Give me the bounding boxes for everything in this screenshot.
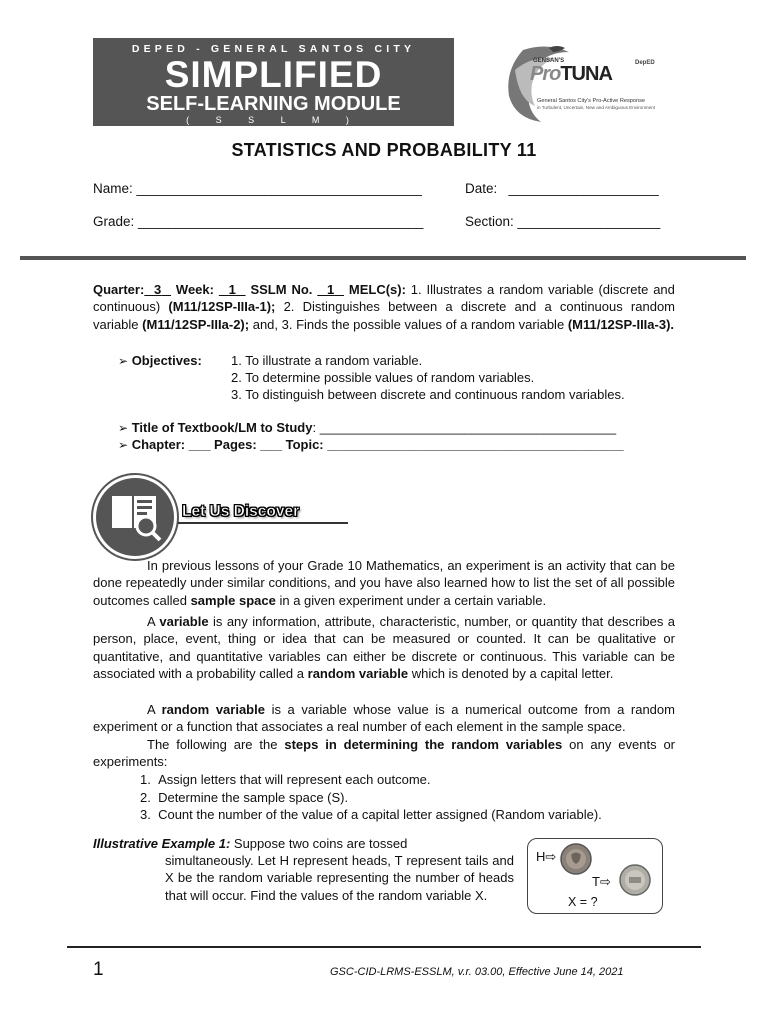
melc-code-3: (M11/12SP-IIIa-3). [567, 316, 675, 332]
p2-end: which is denoted by a capital letter. [411, 665, 614, 681]
p3-text: is a variable whose value is a numerical outcome from a random experiment or a function that associates a real number of each element in the sample space. [93, 702, 675, 735]
objectives-heading: Objectives: [131, 353, 202, 368]
objectives-label [118, 352, 202, 370]
paragraph-2 [93, 613, 675, 682]
p2-text: is any information, attribute, characteristic, number, or quantity that describes a person, place, event, thing or idea that can be measured or counted. It can be qualitative or quantitative, and quantitative variables can either be discrete or continuous. This variable can be associated with a probability called a [93, 614, 675, 681]
heads-coin-icon [558, 842, 594, 876]
logo-pro: Pro [530, 63, 561, 85]
p1-end: in a given experiment under a certain variable. [279, 592, 547, 608]
list-item: 2. Determine the sample space (S). [140, 790, 349, 805]
banner-module: SELF-LEARNING MODULE [146, 93, 401, 115]
week-value: 1 [228, 282, 236, 297]
p3-bold: random variable [161, 702, 265, 717]
objective-item: 3. To distinguish between discrete and continuous random variables. [231, 387, 625, 402]
melc-block [93, 281, 675, 333]
logo-gensan: GENSAN'S [533, 58, 565, 64]
textbook-label: Title of Textbook/LM to Study [131, 420, 313, 435]
name-label: Name: [93, 181, 133, 196]
p1-bold: sample space [190, 592, 276, 608]
step-text: Count the number of the value of a capital letter assigned (Random variable). [158, 807, 602, 822]
coin-illustration [527, 838, 663, 914]
melc-text-1: 1. Illustrates a random variable (discrete and continuous) [93, 282, 675, 315]
page-title: STATISTICS AND PROBABILITY 11 [231, 140, 537, 160]
melc-code-1: (M11/12SP-IIIa-1); [168, 299, 276, 315]
sslm-banner [93, 38, 454, 126]
sslm-label: SSLM No. [250, 282, 313, 297]
paragraph-3 [93, 701, 675, 736]
tails-label: T⇨ [592, 874, 611, 889]
document-code: GSC-CID-LRMS-ESSLM, v.r. 03.00, Effective June 14, 2021 [330, 966, 624, 978]
page-number: 1 [93, 959, 104, 980]
section-field[interactable] [465, 214, 660, 229]
logo-tuna: TUNA [560, 63, 612, 85]
p4-text: The following are the [147, 737, 278, 752]
book-search-icon [93, 475, 177, 559]
melc-text-2: 2. Distinguishes between a discrete and a continuous random variable [93, 299, 676, 332]
grade-label: Grade: [93, 214, 135, 229]
p3-start: A [147, 702, 155, 717]
banner-simplified: SIMPLIFIED [164, 54, 383, 95]
banner-sslm: ( S S L M ) [186, 115, 361, 125]
arrow-bullet-icon: ➢ [118, 354, 129, 368]
p2-start: A [147, 614, 155, 629]
objective-item: 1. To illustrate a random variable. [231, 353, 423, 368]
date-label: Date: [465, 181, 498, 196]
example-label: Illustrative Example 1: [93, 836, 231, 851]
x-question-label: X = ? [568, 895, 598, 909]
example-first-line [93, 835, 514, 852]
melc-code-2: (M11/12SP-IIIa-2); [142, 316, 250, 332]
list-item: 3. Count the number of the value of a capital letter assigned (Random variable). [140, 807, 602, 822]
section-title: Let Us Discover [182, 503, 300, 520]
melc-label: MELC(s): [348, 282, 406, 297]
grade-field[interactable] [93, 214, 423, 229]
textbook-line: ➢ Title of Textbook/LM to Study: _________________________________________ [118, 420, 617, 435]
p4-end: on any events or experiments: [93, 737, 675, 770]
date-field[interactable] [465, 181, 659, 196]
chapter-text: Chapter: ___ Pages: ___ Topic: _________________________________________ [131, 437, 624, 452]
paragraph-4 [93, 736, 675, 771]
banner-division: DEPED - GENERAL SANTOS CITY [131, 43, 416, 55]
p2-bold-2: random variable [307, 665, 409, 681]
tails-coin-icon [617, 863, 653, 897]
paragraph-1 [93, 557, 675, 609]
header-divider [20, 256, 746, 260]
step-text: Assign letters that will represent each outcome. [158, 772, 431, 787]
example-text-first: Suppose two coins are tossed [233, 836, 408, 851]
logo-subtagline: in Turbulent, Uncertain, New and Ambiguous Environment [537, 105, 655, 110]
logo-tagline: General Santos City's Pro-Active Response [537, 98, 646, 104]
list-item: 1. Assign letters that will represent each outcome. [140, 772, 431, 787]
p2-bold: variable [159, 614, 209, 629]
melc-text-3: and, 3. Finds the possible values of a random variable [252, 316, 565, 332]
step-text: Determine the sample space (S). [158, 790, 349, 805]
date-blank: ____________________ [508, 181, 659, 196]
p4-bold: steps in determining the random variables [284, 737, 563, 752]
textbook-blank: _________________________________________ [319, 420, 617, 435]
grade-blank: ______________________________________ [138, 214, 424, 229]
chapter-line [118, 436, 624, 454]
arrow-bullet-icon: ➢ [118, 438, 129, 452]
arrow-bullet-icon: ➢ [118, 421, 129, 435]
section-underline [178, 522, 348, 524]
logo-protuna [530, 63, 612, 86]
quarter-value: 3 [154, 282, 162, 297]
section-blank: ___________________ [517, 214, 661, 229]
name-field[interactable] [93, 181, 422, 196]
logo-deped: DepED [635, 60, 655, 66]
sslm-value: 1 [327, 282, 335, 297]
week-label: Week: [175, 282, 214, 297]
section-label: Section: [465, 214, 514, 229]
name-blank: ______________________________________ [136, 181, 422, 196]
example-body: simultaneously. Let H represent heads, T represent tails and X be the random variable representing the number of heads that will occur. Find the values of the random variable X. [165, 853, 514, 903]
footer-divider [67, 946, 701, 948]
p1-text: In previous lessons of your Grade 10 Mathematics, an experiment is an activity that can be done repeatedly under similar conditions, and you have also learned how to list the set of all possible outcomes called [93, 558, 675, 608]
quarter-label: Quarter: [93, 282, 145, 297]
protuna-logo [485, 40, 675, 128]
heads-label: H⇨ [536, 849, 557, 864]
objective-item: 2. To determine possible values of random variables. [231, 370, 535, 385]
